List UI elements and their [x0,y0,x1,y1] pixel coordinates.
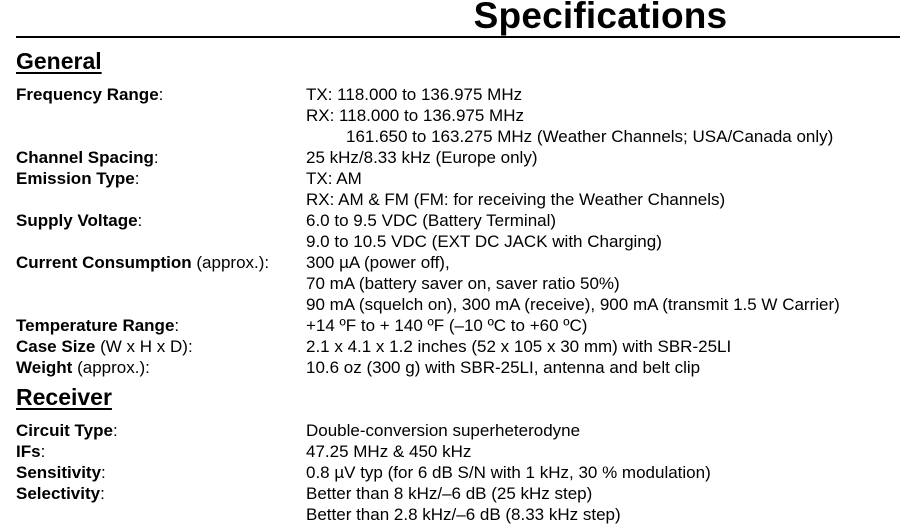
spec-value: Better than 8 kHz/–6 dB (25 kHz step) [306,484,593,503]
spec-row [16,210,900,252]
title-divider [16,36,900,38]
spec-values [306,462,900,483]
spec-label-text: Selectivity [16,484,101,503]
spec-label-colon: : [100,484,105,503]
spec-label-text: Emission Type [16,169,135,188]
spec-row [16,483,900,525]
spec-values [306,441,900,462]
spec-label-colon: : [158,85,164,104]
spec-label-text: Current Consumption [16,253,192,272]
spec-row [16,147,900,168]
spec-label-text: IFs [16,442,41,461]
spec-values [306,210,900,252]
spec-value: 0.8 µV typ (for 6 dB S/N with 1 kHz, 30 % modulation) [306,463,711,482]
spec-label-text: Frequency Range [16,85,159,104]
spec-value: 9.0 to 10.5 VDC (EXT DC JACK with Charging) [306,232,662,251]
spec-row [16,420,900,441]
spec-value: 2.1 x 4.1 x 1.2 inches (52 x 105 x 30 mm) with SBR-25LI [306,337,732,356]
spec-label [16,336,306,357]
spec-label-colon: : [174,316,180,335]
spec-label [16,357,306,378]
spec-label [16,315,306,336]
spec-row [16,84,900,147]
spec-label-note: (W x H x D) [95,337,188,356]
spec-value: 161.650 to 163.275 MHz (Weather Channels; USA/Canada only) [346,127,834,146]
spec-label-colon: : [187,337,193,356]
spec-values [306,357,900,378]
spec-value: RX: AM & FM (FM: for receiving the Weather Channels) [306,190,726,209]
spec-label [16,441,306,462]
spec-values [306,420,900,441]
spec-label-colon: : [145,358,150,377]
spec-label-note: (approx.) [72,358,146,377]
spec-value: 25 kHz/8.33 kHz (Europe only) [306,148,538,167]
spec-row [16,336,900,357]
spec-label [16,210,306,252]
spec-label [16,252,306,315]
spec-label [16,168,306,210]
spec-values [306,84,900,147]
spec-label-colon: : [134,169,140,188]
spec-label [16,147,306,168]
spec-label [16,483,306,525]
spec-label-colon: : [264,253,270,272]
spec-label-text: Circuit Type [16,421,113,440]
page-title: Specifications [473,0,728,36]
spec-row [16,168,900,210]
spec-values [306,168,900,210]
spec-value: 10.6 oz (300 g) with SBR-25LI, antenna and belt clip [306,358,701,377]
spec-row [16,441,900,462]
spec-values [306,252,900,315]
spec-value: Better than 2.8 kHz/–6 dB (8.33 kHz step) [306,505,621,524]
spec-row [16,357,900,378]
spec-value: 6.0 to 9.5 VDC (Battery Terminal) [306,211,557,230]
spec-value: Double-conversion superheterodyne [306,421,581,440]
spec-label [16,462,306,483]
spec-label-colon: : [101,463,106,482]
spec-label [16,84,306,147]
spec-value: 300 µA (power off), [306,253,450,272]
spec-row [16,252,900,315]
general-spec-list [16,84,900,378]
general-section-heading: General [16,48,102,74]
spec-value: +14 ºF to + 140 ºF (–10 ºC to +60 ºC) [306,316,588,335]
spec-value: 70 mA (battery saver on, saver ratio 50%) [306,274,620,293]
spec-value: TX: AM [306,169,362,188]
receiver-section-heading: Receiver [16,384,112,410]
spec-label-text: Sensitivity [16,463,102,482]
spec-values [306,147,900,168]
spec-label-text: Weight [16,358,73,377]
spec-label-text: Case Size [16,337,96,356]
spec-label-colon: : [40,442,46,461]
spec-label-note: (approx.) [191,253,265,272]
spec-value: TX: 118.000 to 136.975 MHz [306,85,523,104]
spec-label-colon: : [112,421,118,440]
receiver-spec-list [16,420,900,525]
spec-label [16,420,306,441]
spec-value: 47.25 MHz & 450 kHz [306,442,472,461]
spec-row [16,462,900,483]
spec-values [306,315,900,336]
spec-value: 90 mA (squelch on), 300 mA (receive), 900 mA (transmit 1.5 W Carrier) [306,295,840,314]
spec-label-colon: : [137,211,143,230]
spec-label-text: Channel Spacing [16,148,154,167]
spec-values [306,483,900,525]
spec-label-text: Temperature Range [16,316,175,335]
spec-label-colon: : [153,148,159,167]
spec-values [306,336,900,357]
spec-row [16,315,900,336]
spec-label-text: Supply Voltage [16,211,138,230]
spec-value: RX: 118.000 to 136.975 MHz [306,106,524,125]
